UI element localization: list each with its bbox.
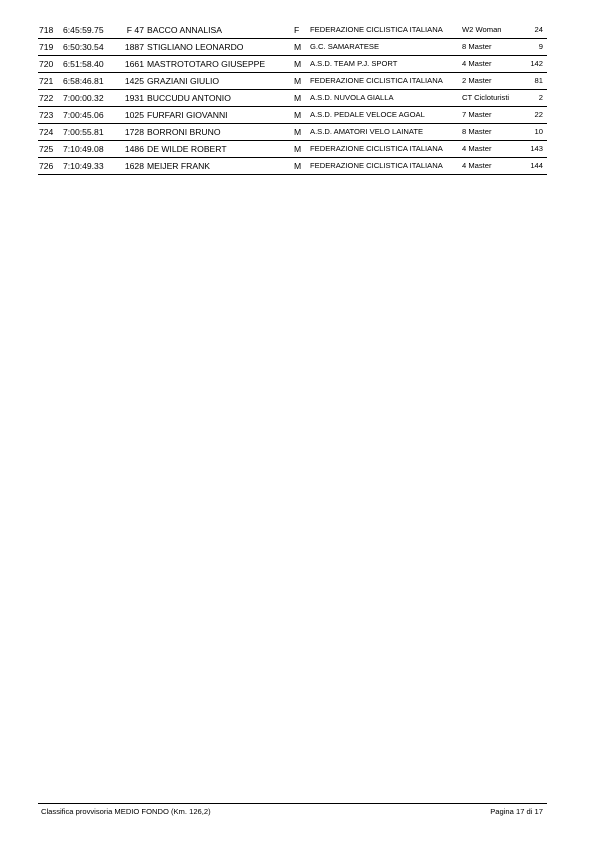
- category-cell: 4 Master: [462, 144, 492, 153]
- time-cell: 7:00:00.32: [63, 93, 104, 103]
- team-cell: FEDERAZIONE CICLISTICA ITALIANA: [310, 161, 443, 170]
- sex-cell: M: [294, 42, 302, 52]
- category-cell: 4 Master: [462, 59, 492, 68]
- position-cell: 723: [39, 110, 54, 120]
- sex-cell: M: [294, 93, 302, 103]
- category-position-cell: 143: [530, 144, 543, 153]
- sex-cell: M: [294, 76, 302, 86]
- sex-cell: M: [294, 127, 302, 137]
- sex-cell: F: [294, 25, 300, 35]
- category-cell: 8 Master: [462, 127, 492, 136]
- time-cell: 7:00:55.81: [63, 127, 104, 137]
- team-cell: A.S.D. PEDALE VELOCE AGOAL: [310, 110, 425, 119]
- table-row: [38, 22, 547, 39]
- rider-name-cell: STIGLIANO LEONARDO: [147, 42, 244, 52]
- rider-name-cell: MASTROTOTARO GIUSEPPE: [147, 59, 266, 69]
- bib-cell: 1728: [124, 127, 144, 137]
- category-position-cell: 142: [530, 59, 543, 68]
- rider-name-cell: FURFARI GIOVANNI: [147, 110, 228, 120]
- category-position-cell: 10: [534, 127, 543, 136]
- table-row: [38, 107, 547, 124]
- position-cell: 726: [39, 161, 54, 171]
- table-row: [38, 124, 547, 141]
- bib-cell: 1425: [124, 76, 144, 86]
- time-cell: 6:45:59.75: [63, 25, 104, 35]
- bib-cell: 1486: [124, 144, 144, 154]
- table-row: [38, 56, 547, 73]
- category-position-cell: 9: [538, 42, 543, 51]
- footer-title: Classifica provvisoria MEDIO FONDO (Km. 126,2): [41, 807, 211, 816]
- bib-cell: 1661: [124, 59, 144, 69]
- category-cell: 2 Master: [462, 76, 492, 85]
- time-cell: 6:51:58.40: [63, 59, 104, 69]
- bib-cell: 1628: [124, 161, 144, 171]
- position-cell: 720: [39, 59, 54, 69]
- page-number: Pagina 17 di 17: [490, 807, 543, 816]
- rider-name-cell: GRAZIANI GIULIO: [147, 76, 220, 86]
- category-position-cell: 144: [530, 161, 543, 170]
- position-cell: 725: [39, 144, 54, 154]
- bib-cell: F 47: [126, 25, 144, 35]
- team-cell: G.C. SAMARATESE: [310, 42, 380, 51]
- category-cell: 7 Master: [462, 110, 492, 119]
- results-table: [38, 22, 547, 175]
- table-row: [38, 158, 547, 175]
- bib-cell: 1931: [124, 93, 144, 103]
- table-row: [38, 39, 547, 56]
- time-cell: 6:50:30.54: [63, 42, 104, 52]
- table-row: [38, 90, 547, 107]
- time-cell: 7:00:45.06: [63, 110, 104, 120]
- team-cell: A.S.D. AMATORI VELO LAINATE: [310, 127, 424, 136]
- team-cell: FEDERAZIONE CICLISTICA ITALIANA: [310, 76, 443, 85]
- page-footer: [38, 803, 547, 816]
- sex-cell: M: [294, 59, 302, 69]
- category-position-cell: 81: [534, 76, 543, 85]
- category-cell: W2 Woman: [462, 25, 502, 34]
- position-cell: 722: [39, 93, 54, 103]
- time-cell: 7:10:49.33: [63, 161, 104, 171]
- time-cell: 7:10:49.08: [63, 144, 104, 154]
- position-cell: 721: [39, 76, 54, 86]
- category-cell: 4 Master: [462, 161, 492, 170]
- position-cell: 719: [39, 42, 54, 52]
- bib-cell: 1887: [124, 42, 144, 52]
- rider-name-cell: BACCO ANNALISA: [147, 25, 222, 35]
- category-cell: 8 Master: [462, 42, 492, 51]
- rider-name-cell: BUCCUDU ANTONIO: [147, 93, 231, 103]
- sex-cell: M: [294, 110, 302, 120]
- team-cell: FEDERAZIONE CICLISTICA ITALIANA: [310, 144, 443, 153]
- category-cell: CT Cicloturisti: [462, 93, 510, 102]
- position-cell: 724: [39, 127, 54, 137]
- category-position-cell: 2: [538, 93, 543, 102]
- rider-name-cell: MEIJER FRANK: [147, 161, 211, 171]
- time-cell: 6:58:46.81: [63, 76, 104, 86]
- position-cell: 718: [39, 25, 54, 35]
- team-cell: A.S.D. TEAM P.J. SPORT: [310, 59, 398, 68]
- rider-name-cell: BORRONI BRUNO: [147, 127, 221, 137]
- sex-cell: M: [294, 144, 302, 154]
- bib-cell: 1025: [124, 110, 144, 120]
- table-row: [38, 141, 547, 158]
- sex-cell: M: [294, 161, 302, 171]
- rider-name-cell: DE WILDE ROBERT: [147, 144, 227, 154]
- category-position-cell: 22: [534, 110, 543, 119]
- category-position-cell: 24: [534, 25, 543, 34]
- team-cell: A.S.D. NUVOLA GIALLA: [310, 93, 394, 102]
- team-cell: FEDERAZIONE CICLISTICA ITALIANA: [310, 25, 443, 34]
- table-row: [38, 73, 547, 90]
